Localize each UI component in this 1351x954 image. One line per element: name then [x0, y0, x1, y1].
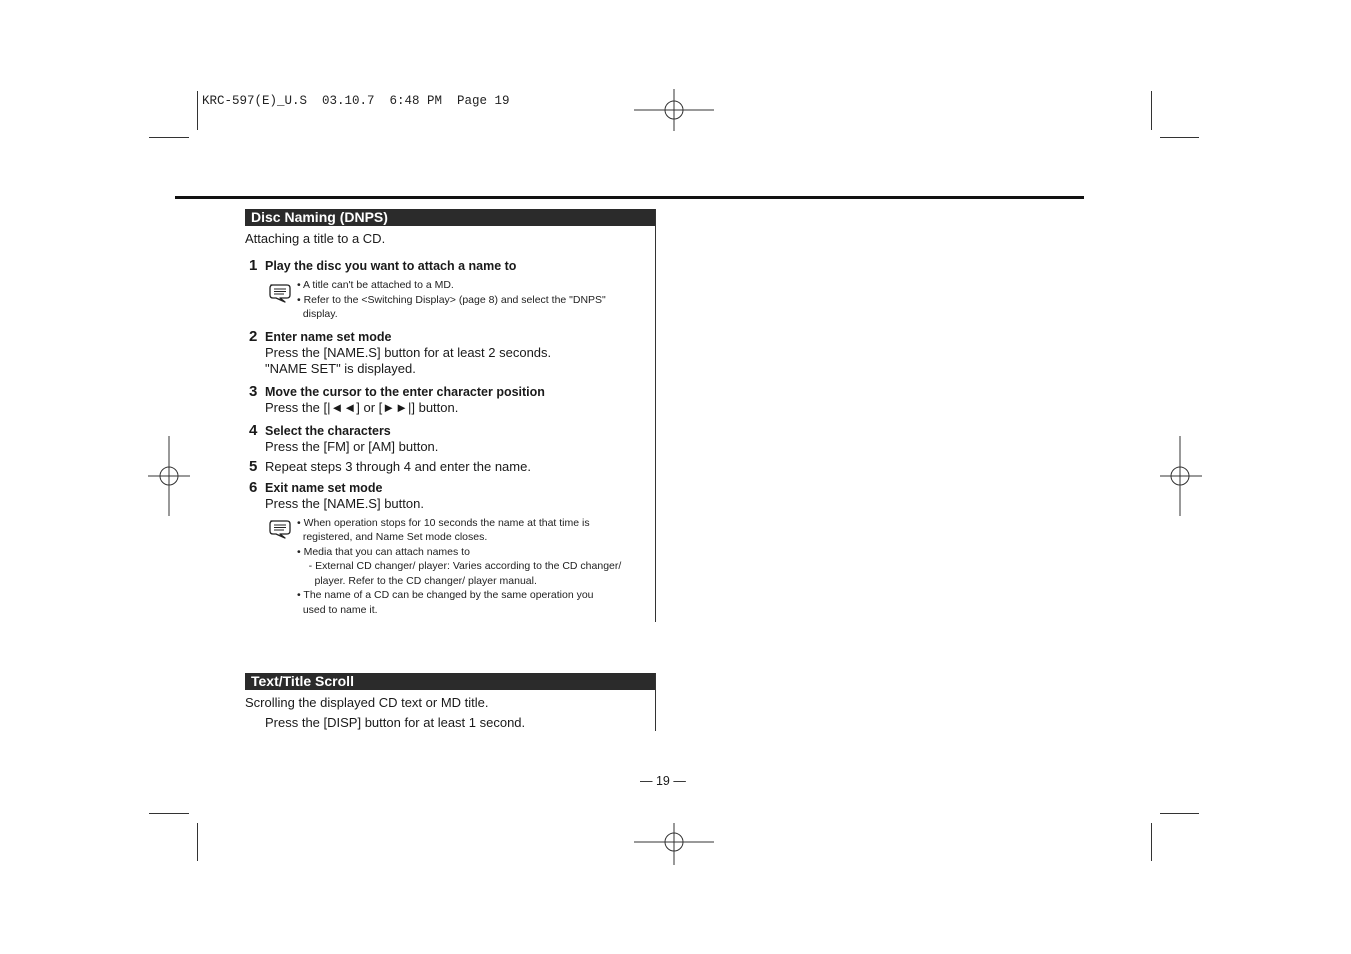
crop-mark: [1151, 823, 1152, 861]
step-number: 4: [249, 422, 258, 439]
step-number: 1: [249, 257, 258, 274]
crop-mark: [149, 137, 189, 138]
step-line: Press the [NAME.S] button for at least 2 seconds.: [265, 345, 552, 360]
crop-mark: [1160, 137, 1199, 138]
crop-mark: [197, 823, 198, 861]
step-line: Press the [FM] or [AM] button.: [265, 439, 439, 454]
step-line: Press the [|◄◄] or [►►|] button.: [265, 400, 459, 415]
step-title: Select the characters: [265, 424, 391, 438]
note-line: display.: [297, 308, 338, 320]
registration-crosshair-icon: [634, 823, 714, 865]
step-title: Exit name set mode: [265, 481, 383, 495]
step-title: Enter name set mode: [265, 330, 392, 344]
memo-note-icon: [268, 519, 292, 539]
registration-crosshair-icon: [148, 436, 190, 516]
crop-mark: [1151, 91, 1152, 130]
crop-mark: [197, 91, 198, 130]
step-line: "NAME SET" is displayed.: [265, 361, 416, 376]
step-number: 5: [249, 458, 258, 475]
section-title: Disc Naming (DNPS): [245, 209, 655, 226]
note-line: • A title can't be attached to a MD.: [297, 279, 454, 291]
step-line: Press the [DISP] button for at least 1 second.: [265, 715, 526, 730]
section-title: Text/Title Scroll: [245, 673, 655, 690]
note-line: used to name it.: [297, 604, 378, 616]
note-line: - External CD changer/ player: Varies according to the CD changer/: [297, 560, 622, 572]
step-number: 6: [249, 479, 258, 496]
step-line: Press the [NAME.S] button.: [265, 496, 424, 511]
print-header: KRC-597(E)_U.S 03.10.7 6:48 PM Page 19: [202, 94, 510, 108]
note-line: player. Refer to the CD changer/ player manual.: [297, 575, 537, 587]
note-line: • When operation stops for 10 seconds the name at that time is: [297, 517, 590, 529]
step-line: Repeat steps 3 through 4 and enter the name.: [265, 459, 531, 474]
registration-crosshair-icon: [634, 89, 714, 131]
section-intro: Scrolling the displayed CD text or MD title.: [245, 695, 489, 710]
step-title: Move the cursor to the enter character position: [265, 385, 545, 399]
note-line: registered, and Name Set mode closes.: [297, 531, 488, 543]
step-number: 2: [249, 328, 258, 345]
crop-mark: [149, 813, 189, 814]
step-title: Play the disc you want to attach a name to: [265, 259, 517, 273]
note-line: • Refer to the <Switching Display> (page 8) and select the "DNPS": [297, 294, 606, 306]
registration-crosshair-icon: [1160, 436, 1202, 516]
memo-note-icon: [268, 283, 292, 303]
crop-mark: [1160, 813, 1199, 814]
step-number: 3: [249, 383, 258, 400]
section-intro: Attaching a title to a CD.: [245, 231, 386, 246]
note-line: • Media that you can attach names to: [297, 546, 470, 558]
note-line: • The name of a CD can be changed by the same operation you: [297, 589, 594, 601]
top-rule: [175, 196, 1084, 199]
page-number: — 19 —: [640, 774, 686, 788]
